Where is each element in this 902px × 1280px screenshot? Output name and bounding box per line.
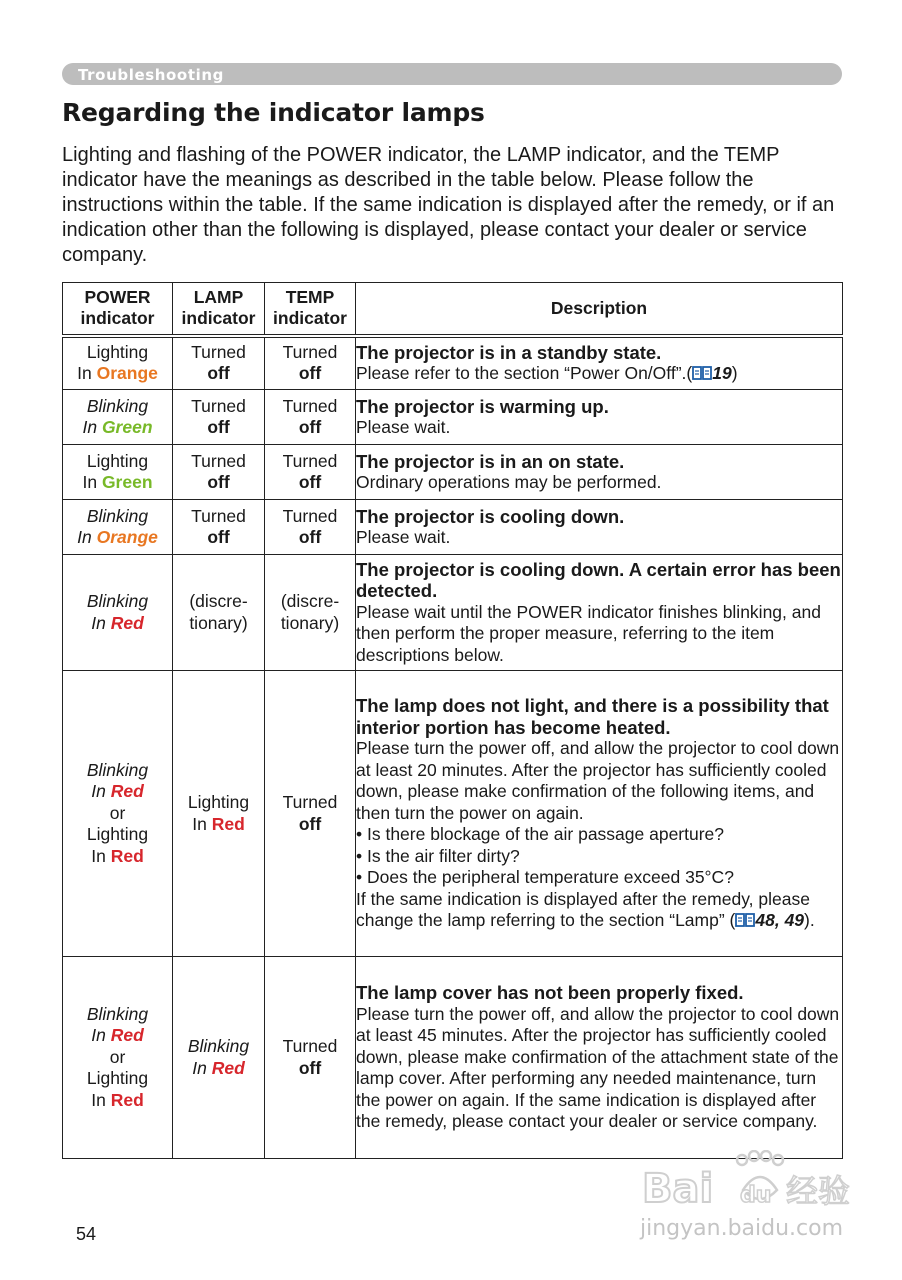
header-lamp: LAMP indicator (173, 283, 265, 336)
intro-paragraph: Lighting and flashing of the POWER indicator, the LAMP indicator, and the TEMP indicator have the meanings as described in the table below. Please follow the instructions within the table. If the same indication is displayed after the remedy, or if an indication other than the following is displayed, please contact your dealer or service company. (62, 144, 835, 266)
lamp-cell: Lighting In Red (173, 671, 265, 957)
table-row (63, 957, 843, 1159)
bullet-item: • Is the air filter dirty? (356, 845, 520, 866)
svg-text:du: du (740, 1183, 772, 1208)
description-heading: The projector is cooling down. (356, 505, 625, 527)
power-cell: Blinking In Red or Lighting In Red (63, 957, 173, 1159)
lamp-cell: Turned off (173, 500, 265, 555)
power-cell: Blinking In Red or Lighting In Red (63, 671, 173, 957)
lamp-cell: (discre- tionary) (173, 555, 265, 671)
temp-cell: Turned off (265, 390, 356, 445)
svg-text:Bai: Bai (642, 1166, 714, 1212)
lamp-cell: Turned off (173, 445, 265, 500)
description-text: Ordinary operations may be performed. (356, 472, 662, 492)
table-row (63, 671, 843, 957)
page-number: 54 (76, 1224, 97, 1244)
description-text: Please wait. (356, 417, 451, 437)
power-cell: Lighting In Orange (63, 336, 173, 390)
description-text-2: If the same indication is displayed after the remedy, please change the lamp referring to the section “Lamp” ( 48, 49). (356, 888, 815, 931)
temp-cell: Turned off (265, 957, 356, 1159)
table-row (63, 555, 843, 671)
table-row (63, 336, 843, 390)
table-row (63, 500, 843, 555)
table-row (63, 445, 843, 500)
watermark (640, 1150, 860, 1250)
description-text: Please wait until the POWER indicator finishes blinking, and then perform the proper measure, referring to the item descriptions below. (356, 601, 821, 665)
page-title: Regarding the indicator lamps (62, 98, 485, 127)
description-cell (356, 957, 843, 1159)
table-header-row (63, 283, 843, 336)
header-power: POWER indicator (63, 283, 173, 336)
power-cell: Blinking In Red (63, 555, 173, 671)
lamp-cell: Turned off (173, 336, 265, 390)
header-description: Description (356, 283, 843, 336)
description-cell (356, 445, 843, 500)
section-label: Troubleshooting (78, 66, 224, 84)
description-text: Please wait. (356, 527, 451, 547)
description-heading: The lamp does not light, and there is a possibility that interior portion has become heated. (356, 695, 829, 738)
table-row (63, 390, 843, 445)
description-heading: The lamp cover has not been properly fixed. (356, 982, 744, 1004)
description-text: Please turn the power off, and allow the projector to cool down at least 20 minutes. After the projector has sufficiently cooled down, please make confirmation of the following items, and then turn the power on again. (356, 738, 840, 823)
indicator-table (62, 282, 843, 1159)
description-cell (356, 500, 843, 555)
book-icon (735, 913, 755, 927)
description-heading: The projector is in a standby state. (356, 341, 662, 363)
power-cell: Blinking In Green (63, 390, 173, 445)
temp-cell: Turned off (265, 671, 356, 957)
lamp-cell: Turned off (173, 390, 265, 445)
description-text: Please turn the power off, and allow the projector to cool down at least 45 minutes. After the projector has sufficiently cooled down, please make confirmation of the attachment state of the lamp cover. After performing any needed maintenance, turn the power on again. If the same indication is displayed after the remedy, please contact your dealer or service company. (356, 1003, 840, 1132)
description-heading: The projector is warming up. (356, 395, 609, 417)
svg-text:经验: 经验 (786, 1172, 851, 1210)
temp-cell: (discre- tionary) (265, 555, 356, 671)
description-text: Please refer to the section “Power On/Off”.( 19) (356, 363, 738, 384)
bullet-item: • Is there blockage of the air passage aperture? (356, 824, 725, 845)
temp-cell: Turned off (265, 500, 356, 555)
description-cell (356, 671, 843, 957)
description-cell (356, 390, 843, 445)
description-heading: The projector is cooling down. A certain error has been detected. (356, 558, 841, 602)
watermark-url: jingyan.baidu.com (640, 1216, 844, 1241)
power-cell: Blinking In Orange (63, 500, 173, 555)
description-cell (356, 336, 843, 390)
temp-cell: Turned off (265, 445, 356, 500)
description-heading: The projector is in an on state. (356, 450, 625, 472)
header-temp: TEMP indicator (265, 283, 356, 336)
section-header-bar (62, 63, 842, 85)
book-icon (692, 366, 712, 380)
power-cell: Lighting In Green (63, 445, 173, 500)
bullet-item: • Does the peripheral temperature exceed 35°C? (356, 867, 734, 888)
temp-cell: Turned off (265, 336, 356, 390)
watermark-logo-icon (640, 1150, 860, 1216)
description-cell (356, 555, 843, 671)
lamp-cell: Blinking In Red (173, 957, 265, 1159)
